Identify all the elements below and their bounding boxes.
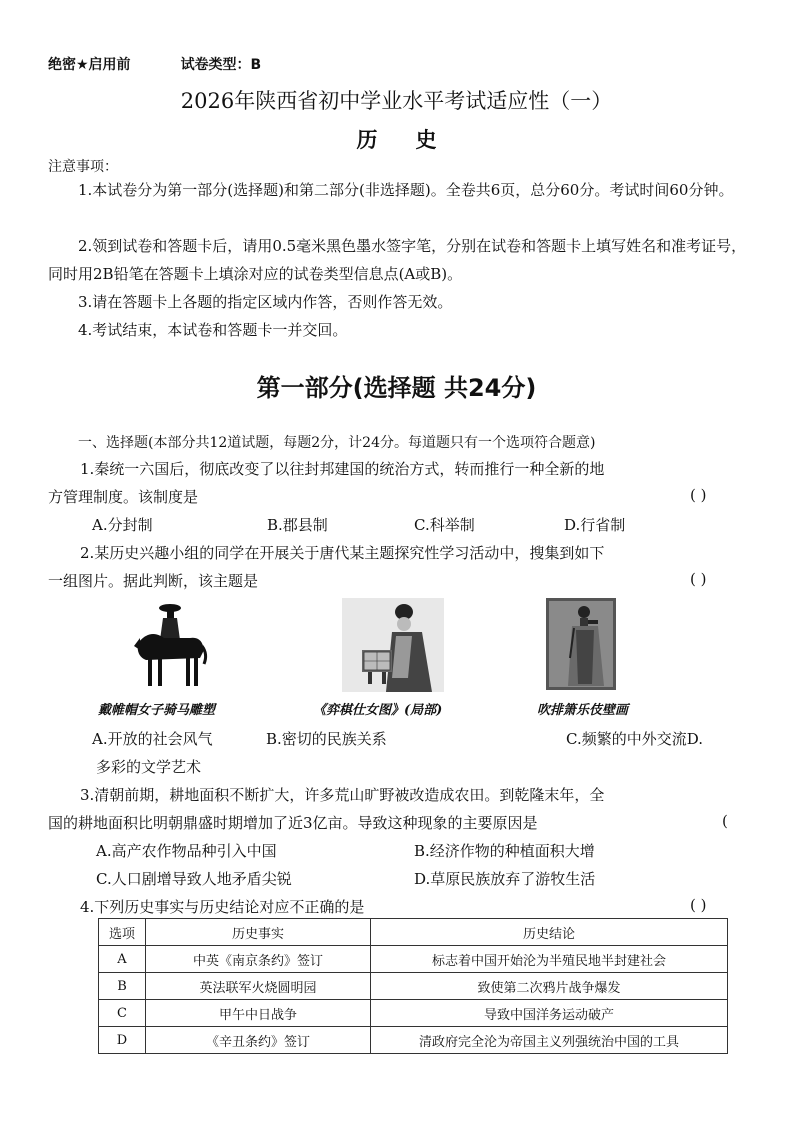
q3-option-c: C.人口剧增导致人地矛盾尖锐 xyxy=(96,870,292,888)
table-row xyxy=(99,1000,728,1027)
panpipe-musician-mural-image xyxy=(546,598,616,690)
secret-label: 绝密★启用前 xyxy=(48,57,131,73)
q3-stem-line1: 3.清朝前期，耕地面积不断扩大，许多荒山旷野被改造成农田。到乾隆末年，全 xyxy=(80,786,605,804)
q3-option-d: D.草原民族放弃了游牧生活 xyxy=(414,870,596,888)
q3-answer-blank: ( xyxy=(722,812,728,830)
q2-stem-line1: 2.某历史兴趣小组的同学在开展关于唐代某主题探究性学习活动中，搜集到如下 xyxy=(80,544,605,562)
table-cell: 中英《南京条约》签订 xyxy=(146,946,371,973)
table-header-cell: 选项 xyxy=(99,919,146,946)
table-cell: 导致中国洋务运动破产 xyxy=(371,1000,728,1027)
q3-stem-line2: 国的耕地面积比明朝鼎盛时期增加了近3亿亩。导致这种现象的主要原因是 xyxy=(48,814,538,832)
q1-option-a: A.分封制 xyxy=(92,516,153,534)
table-cell: A xyxy=(99,946,146,973)
q2-option-d: 多彩的文学艺术 xyxy=(96,758,202,776)
q1-option-d: D.行省制 xyxy=(564,516,626,534)
q4-stem: 4.下列历史事实与历史结论对应不正确的是 xyxy=(80,898,365,916)
q2-image-caption-3: 吹排箫乐伎壁画 xyxy=(537,703,629,718)
table-cell: 甲午中日战争 xyxy=(146,1000,371,1027)
table-row xyxy=(99,946,728,973)
table-cell: 英法联军火烧圆明园 xyxy=(146,973,371,1000)
table-header-cell: 历史结论 xyxy=(371,919,728,946)
notice-item-3: 3.请在答题卡上各题的指定区域内作答，否则作答无效。 xyxy=(78,293,453,311)
table-cell: 清政府完全沦为帝国主义列强统治中国的工具 xyxy=(371,1027,728,1054)
q3-option-b: B.经济作物的种植面积大增 xyxy=(414,842,595,860)
q2-image-caption-2: 《弈棋仕女图》(局部) xyxy=(313,703,443,718)
q2-option-a: A.开放的社会风气 xyxy=(92,730,213,748)
table-row xyxy=(99,973,728,1000)
q1-stem-line1: 1.秦统一六国后，彻底改变了以往封邦建国的统治方式，转而推行一种全新的地 xyxy=(80,460,605,478)
notice-heading: 注意事项： xyxy=(48,159,118,175)
q4-table xyxy=(98,918,728,1054)
q1-option-c: C.科举制 xyxy=(414,516,475,534)
q2-image-caption-1: 戴帷帽女子骑马雕塑 xyxy=(98,703,216,718)
q3-option-a: A.高产农作物品种引入中国 xyxy=(96,842,277,860)
weiqi-lady-painting-image xyxy=(342,598,444,692)
q2-answer-blank: ( ) xyxy=(690,570,707,588)
q2-option-c: C.频繁的中外交流D. xyxy=(566,730,703,748)
paper-type-label: 试卷类型：B xyxy=(180,57,262,73)
q4-answer-blank: ( ) xyxy=(690,896,707,914)
table-cell: 致使第二次鸦片战争爆发 xyxy=(371,973,728,1000)
notice-item-4: 4.考试结束，本试卷和答题卡一并交回。 xyxy=(78,321,348,339)
table-cell: B xyxy=(99,973,146,1000)
q1-option-b: B.郡县制 xyxy=(267,516,328,534)
horse-rider-sculpture-image xyxy=(130,598,210,693)
table-header-row xyxy=(99,919,728,946)
q1-answer-blank: ( ) xyxy=(690,486,707,504)
notice-item-2: 2.领到试卷和答题卡后，请用0.5毫米黑色墨水签字笔，分别在试卷和答题卡上填写姓名和准考证号，同时用2B铅笔在答题卡上填涂对应的试卷类型信息点(A或B)。 xyxy=(48,237,747,283)
exam-title: 2026年陕西省初中学业水平考试适应性（一） xyxy=(180,89,613,113)
exam-header xyxy=(48,54,261,74)
table-cell: C xyxy=(99,1000,146,1027)
q2-option-b: B.密切的民族关系 xyxy=(266,730,387,748)
subject-title: 历史 xyxy=(356,127,475,152)
part1-instruction: 一、选择题(本部分共12道试题，每题2分，计24分。每道题只有一个选项符合题意) xyxy=(78,435,596,451)
notice-item-1: 1.本试卷分为第一部分(选择题)和第二部分(非选择题)。全卷共6页，总分60分。考试时间60分钟。 xyxy=(78,181,734,199)
q2-stem-line2: 一组图片。据此判断，该主题是 xyxy=(48,572,259,590)
table-cell: 《辛丑条约》签订 xyxy=(146,1027,371,1054)
q1-stem-line2: 方管理制度。该制度是 xyxy=(48,488,199,506)
table-row xyxy=(99,1027,728,1054)
table-header-cell: 历史事实 xyxy=(146,919,371,946)
table-cell: D xyxy=(99,1027,146,1054)
table-cell: 标志着中国开始沦为半殖民地半封建社会 xyxy=(371,946,728,973)
part1-title: 第一部分(选择题 共24分) xyxy=(256,374,537,402)
